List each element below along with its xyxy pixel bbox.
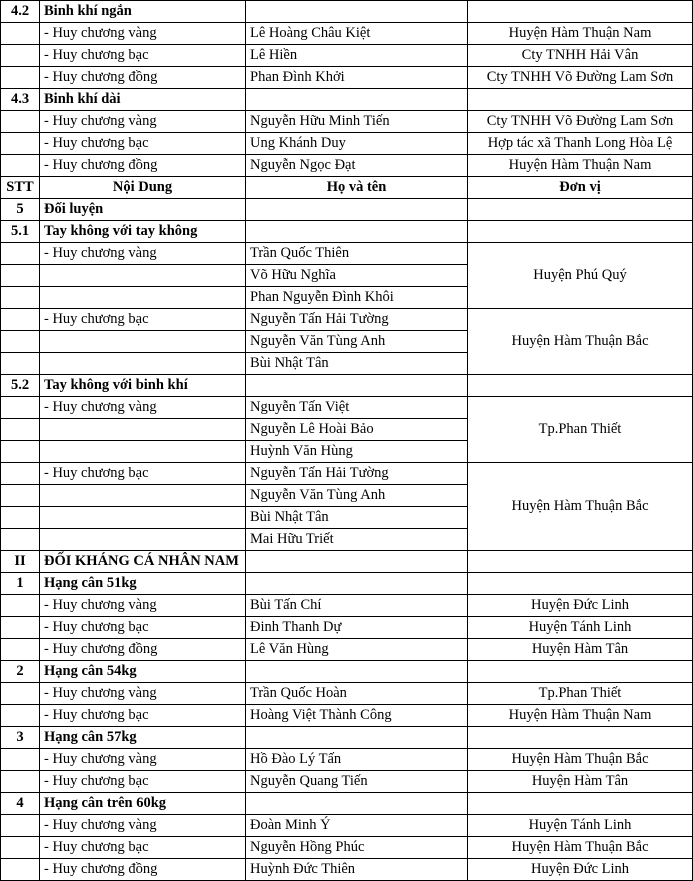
table-header-row [1, 177, 693, 199]
unit-cell [468, 221, 693, 243]
table-row [1, 23, 693, 45]
stt-cell: 4.2 [1, 1, 40, 23]
stt-cell [1, 705, 40, 727]
stt-cell [1, 331, 40, 353]
athlete-name-cell: Phan Đình Khởi [246, 67, 468, 89]
stt-cell [1, 309, 40, 331]
award-cell: - Huy chương bạc [40, 771, 246, 793]
athlete-name-cell: Võ Hữu Nghĩa [246, 265, 468, 287]
stt-cell [1, 683, 40, 705]
section-row [1, 661, 693, 683]
section-title-cell: Hạng cân 51kg [40, 573, 246, 595]
stt-cell: 4 [1, 793, 40, 815]
athlete-name-cell: Bùi Tấn Chí [246, 595, 468, 617]
stt-cell [1, 265, 40, 287]
stt-cell: II [1, 551, 40, 573]
unit-cell [468, 793, 693, 815]
unit-cell: Cty TNHH Võ Đường Lam Sơn [468, 111, 693, 133]
table-row [1, 309, 693, 331]
unit-cell: Tp.Phan Thiết [468, 683, 693, 705]
stt-cell [1, 485, 40, 507]
athlete-name-cell: Bùi Nhật Tân [246, 353, 468, 375]
table-row [1, 155, 693, 177]
award-cell: - Huy chương đồng [40, 859, 246, 881]
section-row [1, 221, 693, 243]
unit-cell: Huyện Hàm Tân [468, 639, 693, 661]
header-unit: Đơn vị [468, 177, 693, 199]
award-cell: - Huy chương vàng [40, 23, 246, 45]
unit-cell [468, 1, 693, 23]
unit-cell [468, 727, 693, 749]
unit-cell: Hợp tác xã Thanh Long Hòa Lệ [468, 133, 693, 155]
stt-cell [1, 617, 40, 639]
award-cell: - Huy chương vàng [40, 595, 246, 617]
section-row [1, 89, 693, 111]
unit-cell: Huyện Tánh Linh [468, 815, 693, 837]
section-title-cell: Đối luyện [40, 199, 246, 221]
section-title-cell: Binh khí ngắn [40, 1, 246, 23]
athlete-name-cell: Hoàng Việt Thành Công [246, 705, 468, 727]
stt-cell [1, 815, 40, 837]
stt-cell [1, 287, 40, 309]
athlete-name-cell: Huỳnh Đức Thiên [246, 859, 468, 881]
stt-cell: 3 [1, 727, 40, 749]
award-cell [40, 441, 246, 463]
award-cell: - Huy chương đồng [40, 639, 246, 661]
award-cell [40, 331, 246, 353]
stt-cell [1, 771, 40, 793]
stt-cell [1, 243, 40, 265]
athlete-name-cell: Lê Hoàng Châu Kiệt [246, 23, 468, 45]
award-cell: - Huy chương vàng [40, 397, 246, 419]
award-cell: - Huy chương vàng [40, 243, 246, 265]
athlete-name-cell: Nguyễn Văn Tùng Anh [246, 485, 468, 507]
athlete-name-cell [246, 221, 468, 243]
award-cell: - Huy chương vàng [40, 815, 246, 837]
award-cell [40, 419, 246, 441]
athlete-name-cell: Nguyễn Hồng Phúc [246, 837, 468, 859]
award-cell [40, 265, 246, 287]
unit-cell [468, 661, 693, 683]
athlete-name-cell: Đoàn Minh Ý [246, 815, 468, 837]
stt-cell: 5 [1, 199, 40, 221]
table-row [1, 683, 693, 705]
stt-cell: 2 [1, 661, 40, 683]
stt-cell [1, 859, 40, 881]
stt-cell [1, 111, 40, 133]
header-name: Họ và tên [246, 177, 468, 199]
athlete-name-cell [246, 727, 468, 749]
table-row [1, 815, 693, 837]
stt-cell [1, 595, 40, 617]
table-row [1, 243, 693, 265]
section-title-cell: Tay không với tay không [40, 221, 246, 243]
table-row [1, 397, 693, 419]
award-cell [40, 485, 246, 507]
table-row [1, 837, 693, 859]
award-cell: - Huy chương bạc [40, 45, 246, 67]
stt-cell [1, 529, 40, 551]
section-row [1, 727, 693, 749]
athlete-name-cell: Trần Quốc Thiên [246, 243, 468, 265]
athlete-name-cell: Lê Hiền [246, 45, 468, 67]
stt-cell [1, 441, 40, 463]
table-row [1, 595, 693, 617]
stt-cell [1, 133, 40, 155]
award-cell: - Huy chương bạc [40, 837, 246, 859]
stt-cell [1, 749, 40, 771]
award-cell: - Huy chương vàng [40, 683, 246, 705]
award-cell: - Huy chương bạc [40, 133, 246, 155]
stt-cell [1, 155, 40, 177]
athlete-name-cell: Lê Văn Hùng [246, 639, 468, 661]
stt-cell [1, 507, 40, 529]
table-row [1, 67, 693, 89]
stt-cell [1, 397, 40, 419]
athlete-name-cell [246, 375, 468, 397]
section-row [1, 1, 693, 23]
unit-cell: Huyện Hàm Thuận Bắc [468, 463, 693, 551]
unit-cell: Huyện Hàm Thuận Nam [468, 705, 693, 727]
unit-cell [468, 89, 693, 111]
stt-cell [1, 67, 40, 89]
header-stt: STT [1, 177, 40, 199]
section-row [1, 551, 693, 573]
athlete-name-cell: Phan Nguyễn Đình Khôi [246, 287, 468, 309]
athlete-name-cell: Trần Quốc Hoàn [246, 683, 468, 705]
section-row [1, 793, 693, 815]
athlete-name-cell [246, 89, 468, 111]
athlete-name-cell: Nguyễn Văn Tùng Anh [246, 331, 468, 353]
athlete-name-cell: Nguyễn Quang Tiến [246, 771, 468, 793]
award-cell: - Huy chương bạc [40, 309, 246, 331]
athlete-name-cell: Đinh Thanh Dự [246, 617, 468, 639]
table-row [1, 463, 693, 485]
section-title-cell: Hạng cân trên 60kg [40, 793, 246, 815]
unit-cell: Huyện Hàm Thuận Bắc [468, 309, 693, 375]
stt-cell: 4.3 [1, 89, 40, 111]
award-cell: - Huy chương bạc [40, 617, 246, 639]
table-row [1, 749, 693, 771]
athlete-name-cell: Bùi Nhật Tân [246, 507, 468, 529]
athlete-name-cell: Hồ Đào Lý Tấn [246, 749, 468, 771]
unit-cell [468, 573, 693, 595]
section-title-cell: Tay không với binh khí [40, 375, 246, 397]
athlete-name-cell: Nguyễn Lê Hoài Bảo [246, 419, 468, 441]
award-cell: - Huy chương đồng [40, 67, 246, 89]
award-cell [40, 529, 246, 551]
header-content: Nội Dung [40, 177, 246, 199]
unit-cell: Cty TNHH Võ Đường Lam Sơn [468, 67, 693, 89]
stt-cell [1, 23, 40, 45]
stt-cell [1, 419, 40, 441]
athlete-name-cell [246, 199, 468, 221]
award-cell: - Huy chương bạc [40, 463, 246, 485]
stt-cell: 5.1 [1, 221, 40, 243]
section-title-cell: Hạng cân 57kg [40, 727, 246, 749]
unit-cell: Huyện Hàm Thuận Nam [468, 23, 693, 45]
stt-cell [1, 463, 40, 485]
unit-cell [468, 551, 693, 573]
table-row [1, 133, 693, 155]
athlete-name-cell: Nguyễn Ngọc Đạt [246, 155, 468, 177]
award-cell [40, 353, 246, 375]
unit-cell: Huyện Phú Quý [468, 243, 693, 309]
unit-cell: Huyện Tánh Linh [468, 617, 693, 639]
table-row [1, 617, 693, 639]
table-row [1, 45, 693, 67]
table-row [1, 111, 693, 133]
athlete-name-cell: Nguyễn Tấn Việt [246, 397, 468, 419]
stt-cell [1, 45, 40, 67]
section-title-cell: Binh khí dài [40, 89, 246, 111]
athlete-name-cell: Nguyễn Tấn Hải Tường [246, 463, 468, 485]
table-row [1, 705, 693, 727]
award-cell: - Huy chương bạc [40, 705, 246, 727]
award-cell: - Huy chương vàng [40, 111, 246, 133]
award-cell [40, 287, 246, 309]
athlete-name-cell [246, 573, 468, 595]
stt-cell: 1 [1, 573, 40, 595]
athlete-name-cell: Nguyễn Hữu Minh Tiến [246, 111, 468, 133]
stt-cell [1, 639, 40, 661]
unit-cell: Huyện Hàm Thuận Bắc [468, 837, 693, 859]
unit-cell: Huyện Hàm Tân [468, 771, 693, 793]
section-row [1, 573, 693, 595]
athlete-name-cell: Nguyễn Tấn Hải Tường [246, 309, 468, 331]
unit-cell [468, 199, 693, 221]
award-cell: - Huy chương đồng [40, 155, 246, 177]
section-row [1, 375, 693, 397]
section-title-cell: Hạng cân 54kg [40, 661, 246, 683]
unit-cell: Huyện Đức Linh [468, 859, 693, 881]
table-row [1, 859, 693, 881]
athlete-name-cell [246, 661, 468, 683]
results-table-body [1, 1, 693, 881]
unit-cell: Huyện Hàm Thuận Bắc [468, 749, 693, 771]
athlete-name-cell: Huỳnh Văn Hùng [246, 441, 468, 463]
unit-cell: Tp.Phan Thiết [468, 397, 693, 463]
unit-cell: Huyện Đức Linh [468, 595, 693, 617]
section-title-cell: ĐỐI KHÁNG CÁ NHÂN NAM [40, 551, 246, 573]
unit-cell [468, 375, 693, 397]
athlete-name-cell [246, 1, 468, 23]
athlete-name-cell: Mai Hữu Triết [246, 529, 468, 551]
table-row [1, 639, 693, 661]
stt-cell: 5.2 [1, 375, 40, 397]
athlete-name-cell: Ung Khánh Duy [246, 133, 468, 155]
award-cell: - Huy chương vàng [40, 749, 246, 771]
section-row [1, 199, 693, 221]
stt-cell [1, 837, 40, 859]
unit-cell: Huyện Hàm Thuận Nam [468, 155, 693, 177]
unit-cell: Cty TNHH Hải Vân [468, 45, 693, 67]
award-cell [40, 507, 246, 529]
stt-cell [1, 353, 40, 375]
athlete-name-cell [246, 551, 468, 573]
athlete-name-cell [246, 793, 468, 815]
table-row [1, 771, 693, 793]
